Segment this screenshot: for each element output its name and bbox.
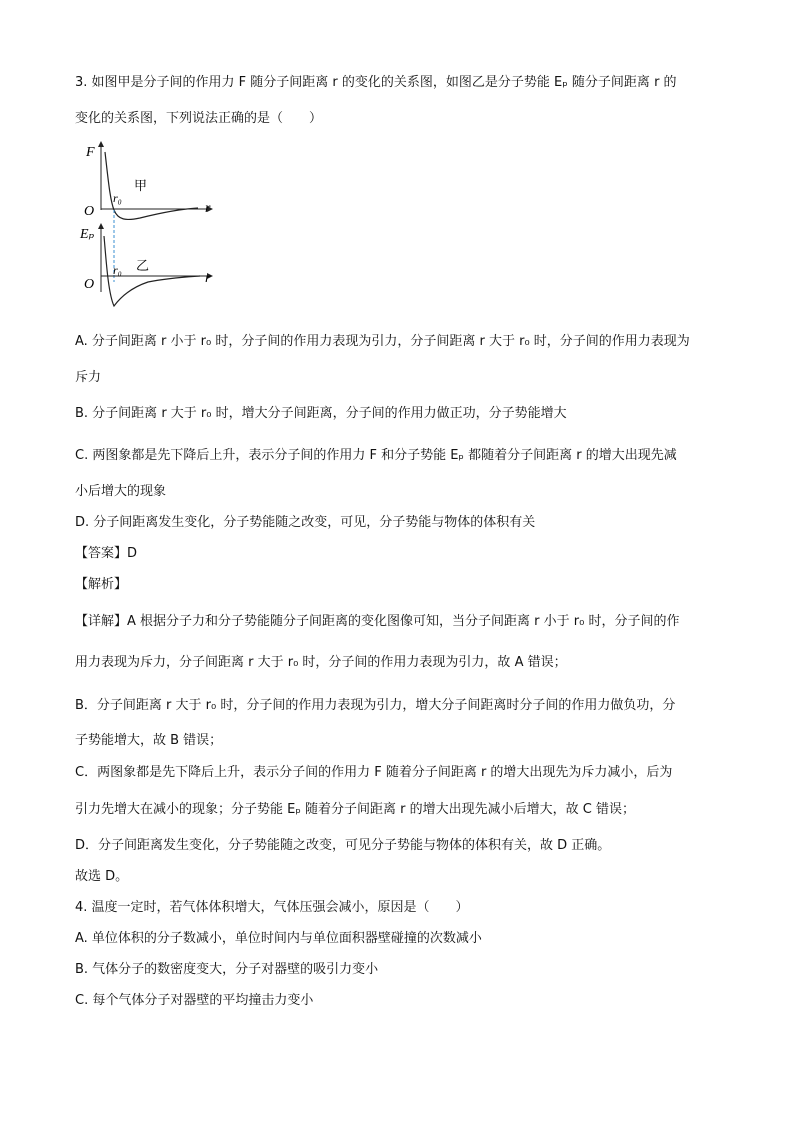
q3-figure [70,138,230,318]
bottom-r0-label: r₀ [113,263,122,277]
q3-analysis-title: 【解析】 [75,577,128,592]
q4-stem: 4. 温度一定时，若气体体积增大，气体压强会减小，原因是（ ） [75,900,469,915]
q3-answer: 【答案】D [75,546,138,561]
q4-option-b: B. 气体分子的数密度变大，分子对器壁的吸引力变小 [75,962,379,977]
bottom-origin-label: O [84,277,95,292]
q3-option-c-line1: C. 两图象都是先下降后上升，表示分子间的作用力 F 和分子势能 Eₚ 都随着分子间距离 r 的增大出现先减 [75,448,677,463]
q3-detail-d-line1: D．分子间距离发生变化，分子势能随之改变，可见分子势能与物体的体积有关，故 D 正确。 [75,838,611,853]
top-graph-name: 甲 [134,179,148,194]
q3-option-d: D. 分子间距离发生变化，分子势能随之改变，可见，分子势能与物体的体积有关 [75,515,536,530]
bottom-graph-name: 乙 [136,259,150,274]
bottom-axis-x-label: r [205,271,211,286]
top-r0-label: r₀ [113,191,122,205]
q3-detail-line1: 【详解】A 根据分子力和分子势能随分子间距离的变化图像可知，当分子间距离 r 小于 r₀ 时，分子间的作 [75,614,680,629]
top-axis-y-label: F [86,145,95,160]
q3-option-a-line1: A. 分子间距离 r 小于 r₀ 时，分子间的作用力表现为引力，分子间距离 r 大于 r₀ 时，分子间的作用力表现为 [75,334,690,349]
q3-detail-c-line1: C．两图象都是先下降后上升，表示分子间的作用力 F 随着分子间距离 r 的增大出现先为斥力减小，后为 [75,765,673,780]
q3-detail-c-line2: 引力先增大在减小的现象；分子势能 Eₚ 随着分子间距离 r 的增大出现先减小后增大，故 C 错误； [75,802,635,817]
q3-detail-b-line2: 子势能增大，故 B 错误； [75,733,223,748]
q3-stem-line1: 3. 如图甲是分子间的作用力 F 随分子间距离 r 的变化的关系图，如图乙是分子势能 Eₚ 随分子间距离 r 的 [75,75,677,90]
bottom-axis-y-label: Eₚ [80,227,95,242]
top-origin-label: O [84,204,95,219]
q3-conclusion: 故选 D。 [75,869,129,884]
q3-option-a-line2: 斥力 [75,370,102,385]
top-axis-x-label: r [205,201,211,216]
q3-detail-b-line1: B．分子间距离 r 大于 r₀ 时，分子间的作用力表现为引力，增大分子间距离时分子间的作用力做负功，分 [75,698,676,713]
q3-detail-line2: 用力表现为斥力，分子间距离 r 大于 r₀ 时，分子间的作用力表现为引力，故 A 错误； [75,655,567,670]
q3-option-c-line2: 小后增大的现象 [75,484,167,499]
q3-option-b: B. 分子间距离 r 大于 r₀ 时，增大分子间距离，分子间的作用力做正功，分子势能增大 [75,406,567,421]
q3-stem-line2: 变化的关系图，下列说法正确的是（ ） [75,111,323,126]
q4-option-a: A. 单位体积的分子数减小，单位时间内与单位面积器壁碰撞的次数减小 [75,931,482,946]
q4-option-c: C. 每个气体分子对器壁的平均撞击力变小 [75,993,314,1008]
